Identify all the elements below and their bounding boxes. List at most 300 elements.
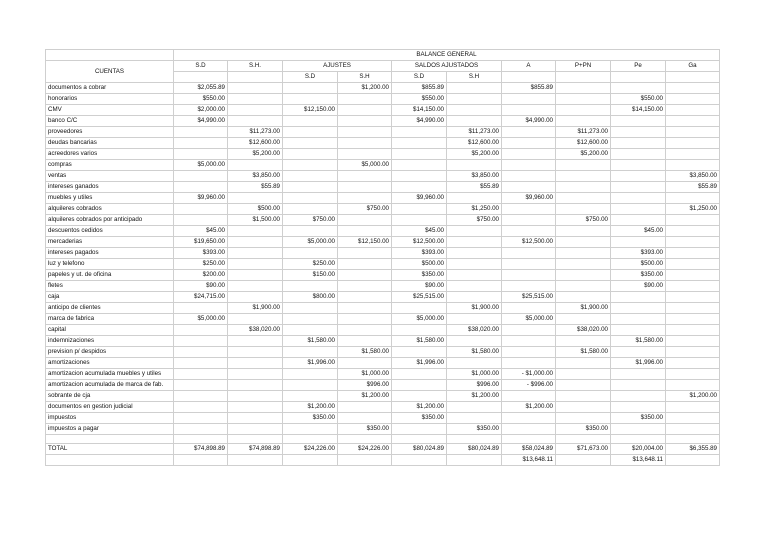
table-row (46, 160, 720, 171)
amount-cell (283, 116, 338, 127)
amount-cell (174, 424, 228, 435)
amount-cell (611, 171, 666, 182)
amount-cell: $350.00 (392, 413, 447, 424)
amount-cell: $38,020.00 (556, 325, 611, 336)
amount-cell (447, 105, 502, 116)
account-name-cell: muebles y utiles (46, 193, 174, 204)
amount-cell: $1,200.00 (338, 83, 392, 94)
amount-cell (392, 391, 447, 402)
amount-cell: $1,200.00 (666, 391, 720, 402)
amount-cell: $1,580.00 (611, 336, 666, 347)
amount-cell (392, 325, 447, 336)
amount-cell (228, 226, 283, 237)
amount-cell: $80,024.89 (392, 444, 447, 455)
amount-cell (666, 149, 720, 160)
account-name-cell: amortizacion acumulada de marca de fab. (46, 380, 174, 391)
amount-cell (666, 83, 720, 94)
amount-cell (338, 314, 392, 325)
amount-cell (502, 160, 556, 171)
amount-cell: $1,000.00 (338, 369, 392, 380)
amount-cell: $393.00 (174, 248, 228, 259)
amount-cell: $5,200.00 (447, 149, 502, 160)
amount-cell: $1,996.00 (611, 358, 666, 369)
amount-cell (283, 248, 338, 259)
amount-cell (447, 358, 502, 369)
amount-cell (556, 182, 611, 193)
amount-cell (283, 127, 338, 138)
amount-cell (228, 160, 283, 171)
table-row (46, 193, 720, 204)
amount-cell (556, 358, 611, 369)
amount-cell (556, 237, 611, 248)
amount-cell (447, 116, 502, 127)
amount-cell: $150.00 (283, 270, 338, 281)
header-saldos-ajustados: SALDOS AJUSTADOS (392, 61, 502, 72)
amount-cell: $14,150.00 (392, 105, 447, 116)
amount-cell: $5,000.00 (502, 314, 556, 325)
amount-cell (447, 292, 502, 303)
amount-cell (174, 127, 228, 138)
amount-cell (392, 182, 447, 193)
amount-cell: $1,900.00 (228, 303, 283, 314)
table-row (46, 380, 720, 391)
table-row (46, 149, 720, 160)
amount-cell: $1,200.00 (392, 402, 447, 413)
account-name-cell: mercaderias (46, 237, 174, 248)
amount-cell (502, 424, 556, 435)
account-name-cell: luz y telefono (46, 259, 174, 270)
amount-cell (228, 248, 283, 259)
amount-cell: $11,273.00 (556, 127, 611, 138)
amount-cell: $1,250.00 (447, 204, 502, 215)
amount-cell: $45.00 (392, 226, 447, 237)
amount-cell (447, 455, 502, 466)
amount-cell: $13,648.11 (611, 455, 666, 466)
amount-cell: $750.00 (556, 215, 611, 226)
amount-cell (502, 358, 556, 369)
table-row (46, 182, 720, 193)
amount-cell (338, 116, 392, 127)
table-row (46, 402, 720, 413)
amount-cell (666, 402, 720, 413)
amount-cell: $38,020.00 (228, 325, 283, 336)
amount-cell (283, 391, 338, 402)
amount-cell (666, 259, 720, 270)
amount-cell (556, 270, 611, 281)
amount-cell (174, 380, 228, 391)
account-name-cell: capital (46, 325, 174, 336)
amount-cell (666, 281, 720, 292)
amount-cell (392, 424, 447, 435)
amount-cell: $350.00 (611, 413, 666, 424)
amount-cell (228, 105, 283, 116)
subheader-saldos-sh: S.H (447, 72, 502, 83)
amount-cell (392, 171, 447, 182)
amount-cell (447, 281, 502, 292)
account-name-cell: anticipo de clientes (46, 303, 174, 314)
amount-cell (502, 215, 556, 226)
amount-cell: $12,150.00 (283, 105, 338, 116)
account-name-cell: compras (46, 160, 174, 171)
amount-cell (228, 94, 283, 105)
table-row (46, 226, 720, 237)
amount-cell (228, 358, 283, 369)
account-name-cell: ventas (46, 171, 174, 182)
amount-cell (666, 303, 720, 314)
amount-cell (392, 369, 447, 380)
amount-cell: $1,200.00 (502, 402, 556, 413)
amount-cell: $13,648.11 (502, 455, 556, 466)
amount-cell (666, 105, 720, 116)
amount-cell (447, 413, 502, 424)
amount-cell: $55.89 (228, 182, 283, 193)
account-name-cell: intereses ganados (46, 182, 174, 193)
amount-cell (392, 204, 447, 215)
account-name-cell: alquileres cobrados por anticipado (46, 215, 174, 226)
amount-cell (338, 215, 392, 226)
account-name-cell (46, 455, 174, 466)
amount-cell (338, 105, 392, 116)
amount-cell: $350.00 (611, 270, 666, 281)
amount-cell (228, 413, 283, 424)
amount-cell (228, 402, 283, 413)
amount-cell (228, 281, 283, 292)
amount-cell (502, 281, 556, 292)
amount-cell (502, 226, 556, 237)
amount-cell (338, 94, 392, 105)
amount-cell (556, 455, 611, 466)
amount-cell (338, 358, 392, 369)
account-name-cell: CMV (46, 105, 174, 116)
amount-cell (611, 303, 666, 314)
amount-cell (338, 259, 392, 270)
amount-cell (338, 336, 392, 347)
table-row (46, 314, 720, 325)
amount-cell: $12,600.00 (556, 138, 611, 149)
amount-cell (283, 160, 338, 171)
amount-cell (611, 215, 666, 226)
amount-cell: $550.00 (174, 94, 228, 105)
amount-cell: $5,000.00 (338, 160, 392, 171)
amount-cell (174, 455, 228, 466)
table-row (46, 424, 720, 435)
amount-cell: $550.00 (392, 94, 447, 105)
amount-cell (228, 347, 283, 358)
amount-cell: $750.00 (447, 215, 502, 226)
amount-cell: $38,020.00 (447, 325, 502, 336)
table-row (46, 248, 720, 259)
result-row (46, 455, 720, 466)
amount-cell: $350.00 (447, 424, 502, 435)
amount-cell (174, 138, 228, 149)
amount-cell (666, 248, 720, 259)
amount-cell (611, 424, 666, 435)
amount-cell (666, 347, 720, 358)
amount-cell (174, 182, 228, 193)
amount-cell (666, 413, 720, 424)
amount-cell: $2,000.00 (174, 105, 228, 116)
amount-cell (502, 259, 556, 270)
amount-cell: $45.00 (611, 226, 666, 237)
amount-cell (611, 237, 666, 248)
amount-cell (556, 314, 611, 325)
amount-cell: $800.00 (283, 292, 338, 303)
amount-cell (447, 237, 502, 248)
amount-cell (556, 292, 611, 303)
account-name-cell: banco C/C (46, 116, 174, 127)
table-row (46, 325, 720, 336)
amount-cell: $25,515.00 (392, 292, 447, 303)
amount-cell (447, 248, 502, 259)
amount-cell (502, 204, 556, 215)
table-row (46, 171, 720, 182)
table-row (46, 336, 720, 347)
account-name-cell: papeles y ut. de oficina (46, 270, 174, 281)
amount-cell: $19,650.00 (174, 237, 228, 248)
amount-cell (228, 380, 283, 391)
amount-cell: $12,150.00 (338, 237, 392, 248)
amount-cell (228, 369, 283, 380)
table-row (46, 237, 720, 248)
amount-cell (447, 336, 502, 347)
amount-cell (283, 347, 338, 358)
amount-cell: $5,000.00 (174, 314, 228, 325)
amount-cell (556, 259, 611, 270)
amount-cell (502, 248, 556, 259)
amount-cell (283, 94, 338, 105)
amount-cell (556, 116, 611, 127)
amount-cell (556, 94, 611, 105)
amount-cell (666, 237, 720, 248)
amount-cell (228, 83, 283, 94)
table-row (46, 369, 720, 380)
account-name-cell: marca de fabrica (46, 314, 174, 325)
amount-cell (611, 292, 666, 303)
amount-cell (283, 303, 338, 314)
amount-cell (556, 391, 611, 402)
amount-cell (392, 455, 447, 466)
amount-cell: $11,273.00 (228, 127, 283, 138)
amount-cell: $58,024.89 (502, 444, 556, 455)
table-row (46, 391, 720, 402)
amount-cell (392, 303, 447, 314)
table-row (46, 105, 720, 116)
amount-cell: $1,000.00 (447, 369, 502, 380)
amount-cell: $1,580.00 (338, 347, 392, 358)
amount-cell (611, 182, 666, 193)
amount-cell (502, 336, 556, 347)
account-name-cell: honorarios (46, 94, 174, 105)
header-sd: S.D (174, 61, 228, 72)
amount-cell: $14,150.00 (611, 105, 666, 116)
amount-cell (556, 171, 611, 182)
amount-cell (174, 204, 228, 215)
spacer-row (46, 435, 720, 444)
table-row (46, 94, 720, 105)
amount-cell (447, 193, 502, 204)
amount-cell: $350.00 (338, 424, 392, 435)
amount-cell (611, 325, 666, 336)
amount-cell: $90.00 (174, 281, 228, 292)
amount-cell (666, 226, 720, 237)
amount-cell (611, 127, 666, 138)
account-name-cell: amortizaciones (46, 358, 174, 369)
amount-cell (228, 237, 283, 248)
amount-cell (666, 94, 720, 105)
amount-cell (556, 204, 611, 215)
amount-cell (666, 314, 720, 325)
amount-cell: $1,580.00 (392, 336, 447, 347)
amount-cell (174, 391, 228, 402)
amount-cell (502, 127, 556, 138)
amount-cell (502, 325, 556, 336)
amount-cell (502, 94, 556, 105)
amount-cell (338, 248, 392, 259)
amount-cell (392, 215, 447, 226)
account-name-cell: documentos en gestion judicial (46, 402, 174, 413)
amount-cell (228, 116, 283, 127)
amount-cell (338, 413, 392, 424)
amount-cell: $74,898.89 (228, 444, 283, 455)
amount-cell (666, 270, 720, 281)
amount-cell (174, 402, 228, 413)
amount-cell: $1,580.00 (447, 347, 502, 358)
amount-cell (666, 380, 720, 391)
amount-cell (228, 193, 283, 204)
account-name-cell: indemnizaciones (46, 336, 174, 347)
amount-cell (174, 303, 228, 314)
account-name-cell: prevision p/ despidos (46, 347, 174, 358)
amount-cell (228, 336, 283, 347)
amount-cell (174, 347, 228, 358)
amount-cell (611, 193, 666, 204)
amount-cell (228, 270, 283, 281)
subheader-ajustes-sd: S.D (283, 72, 338, 83)
amount-cell (502, 171, 556, 182)
amount-cell: $500.00 (392, 259, 447, 270)
amount-cell (447, 226, 502, 237)
amount-cell: $550.00 (611, 94, 666, 105)
amount-cell (338, 127, 392, 138)
amount-cell (611, 369, 666, 380)
account-name-cell: acreedores varios (46, 149, 174, 160)
table-row (46, 259, 720, 270)
amount-cell (338, 281, 392, 292)
table-row (46, 215, 720, 226)
header-ajustes: AJUSTES (283, 61, 392, 72)
amount-cell (338, 402, 392, 413)
amount-cell (338, 182, 392, 193)
amount-cell (666, 116, 720, 127)
amount-cell (283, 455, 338, 466)
amount-cell: $4,990.00 (392, 116, 447, 127)
account-name-cell: proveedores (46, 127, 174, 138)
amount-cell (666, 127, 720, 138)
table-row (46, 292, 720, 303)
amount-cell: $1,200.00 (447, 391, 502, 402)
amount-cell: $200.00 (174, 270, 228, 281)
amount-cell: $1,250.00 (666, 204, 720, 215)
amount-cell (556, 193, 611, 204)
amount-cell: $3,850.00 (228, 171, 283, 182)
amount-cell: $1,200.00 (338, 391, 392, 402)
amount-cell (283, 424, 338, 435)
amount-cell (338, 270, 392, 281)
amount-cell: $9,960.00 (174, 193, 228, 204)
amount-cell (666, 424, 720, 435)
subheader-saldos-sd: S.D (392, 72, 447, 83)
subheader-ajustes-sh: S.H (338, 72, 392, 83)
amount-cell (611, 116, 666, 127)
amount-cell: $250.00 (283, 259, 338, 270)
amount-cell: $855.89 (502, 83, 556, 94)
amount-cell (283, 226, 338, 237)
amount-cell (228, 424, 283, 435)
amount-cell (174, 325, 228, 336)
amount-cell: $20,004.00 (611, 444, 666, 455)
amount-cell: $12,600.00 (447, 138, 502, 149)
amount-cell (338, 149, 392, 160)
amount-cell (392, 347, 447, 358)
amount-cell (447, 402, 502, 413)
account-name-cell: sobrante de cja (46, 391, 174, 402)
amount-cell (228, 292, 283, 303)
amount-cell (447, 160, 502, 171)
amount-cell (502, 303, 556, 314)
header-a: A (502, 61, 556, 72)
amount-cell: $24,715.00 (174, 292, 228, 303)
amount-cell (502, 270, 556, 281)
sheet-title: BALANCE GENERAL (174, 50, 720, 61)
amount-cell (283, 325, 338, 336)
amount-cell (174, 171, 228, 182)
account-name-cell: descuentos cedidos (46, 226, 174, 237)
amount-cell: $1,996.00 (283, 358, 338, 369)
account-name-cell: amortizacion acumulada muebles y utiles (46, 369, 174, 380)
amount-cell (283, 380, 338, 391)
amount-cell (283, 204, 338, 215)
amount-cell (447, 83, 502, 94)
account-name-cell: impuestos (46, 413, 174, 424)
amount-cell (174, 413, 228, 424)
amount-cell: $6,355.89 (666, 444, 720, 455)
amount-cell: $3,850.00 (447, 171, 502, 182)
amount-cell (666, 160, 720, 171)
amount-cell (666, 455, 720, 466)
amount-cell: $55.89 (447, 182, 502, 193)
amount-cell (338, 292, 392, 303)
account-name-cell: fletes (46, 281, 174, 292)
amount-cell (174, 215, 228, 226)
amount-cell (283, 314, 338, 325)
amount-cell (174, 336, 228, 347)
amount-cell (174, 369, 228, 380)
amount-cell (447, 94, 502, 105)
total-row (46, 444, 720, 455)
title-row (46, 50, 720, 61)
amount-cell (611, 204, 666, 215)
amount-cell (502, 105, 556, 116)
amount-cell (556, 413, 611, 424)
amount-cell (611, 149, 666, 160)
amount-cell (556, 369, 611, 380)
amount-cell (611, 314, 666, 325)
amount-cell (338, 226, 392, 237)
amount-cell (392, 149, 447, 160)
amount-cell (556, 281, 611, 292)
amount-cell: $1,500.00 (228, 215, 283, 226)
amount-cell (228, 314, 283, 325)
